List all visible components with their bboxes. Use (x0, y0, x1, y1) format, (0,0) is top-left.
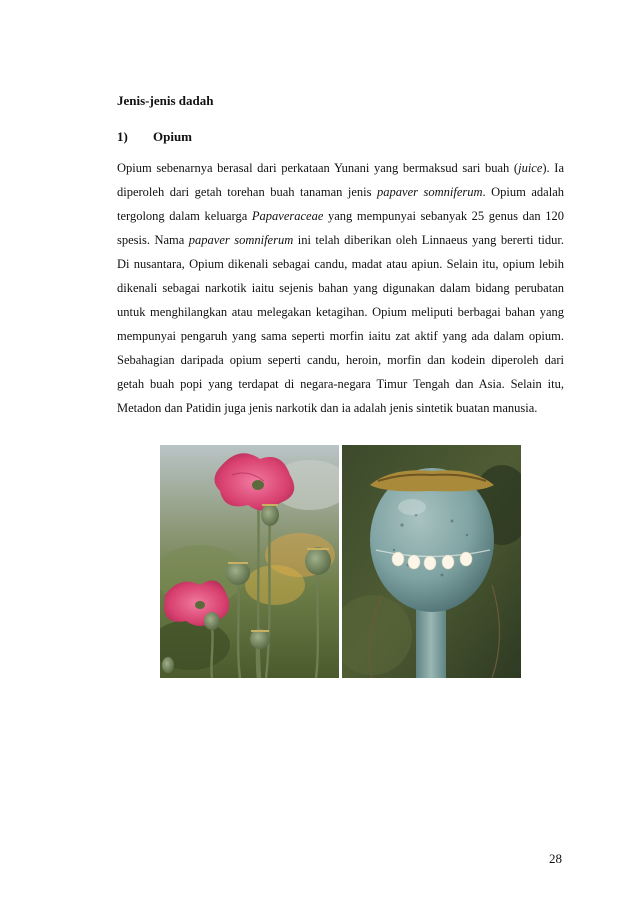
text-run: getah buah popi yang terdapat di negara-negara Timur Tengah dan Asia. Selain itu, (117, 377, 564, 391)
text-run: Sebahagian daripada opium seperti candu, heroin, morfin dan kodein diperoleh dari (117, 353, 564, 367)
opium-poppy-photo (160, 445, 521, 678)
text-run: yang mempunyai sebanyak 25 genus dan 120 (323, 209, 564, 223)
text-run: diperoleh dari getah torehan buah tanaman jenis (117, 185, 378, 199)
poppy-flowers-image (160, 445, 339, 678)
page-number: 28 (549, 851, 562, 866)
italic-term: papaver somniferum (188, 233, 294, 247)
text-run: Metadon dan Patidin juga jenis narkotik dan ia adalah jenis sintetik buatan manusia. (117, 401, 538, 415)
opium-pod-closeup-image (342, 445, 521, 678)
italic-term: Papaveraceae (251, 209, 324, 223)
text-run: untuk menghilangkan atau melegakan ketagihan. Opium meliputi berbagai bahan yang (117, 305, 564, 319)
paragraph-line (117, 156, 564, 180)
paragraph-line (117, 324, 564, 348)
subsection-heading (117, 129, 192, 145)
paragraph-line (117, 228, 564, 252)
text-run: Opium sebenarnya berasal dari perkataan Yunani yang bermaksud sari buah ( (117, 161, 519, 175)
paragraph-line (117, 252, 564, 276)
paragraph-line (117, 396, 564, 420)
text-run: . Opium adalah (482, 185, 564, 199)
section-heading: Jenis-jenis dadah (117, 93, 214, 108)
text-run: dikenali sebagai narkotik iaitu sejenis bahan yang digunakan dalam bidang perubatan (117, 281, 564, 295)
text-run: ). Ia (542, 161, 565, 175)
paragraph-line (117, 348, 564, 372)
italic-term: juice (518, 161, 543, 175)
text-run: spesis. Nama (117, 233, 189, 247)
subsection-title: Opium (153, 129, 193, 144)
text-run: Di nusantara, Opium dikenali sebagai candu, madat atau apiun. Selain itu, opium lebih (117, 257, 564, 271)
italic-term: papaver somniferum (377, 185, 483, 199)
paragraph-line (117, 372, 564, 396)
text-run: tergolong dalam keluarga (117, 209, 252, 223)
paragraph-line (117, 204, 564, 228)
paragraph-line (117, 180, 564, 204)
paragraph-line (117, 300, 564, 324)
subsection-number: 1) (117, 129, 128, 144)
text-run: ini telah diberikan oleh Linnaeus yang bererti tidur. (293, 233, 564, 247)
paragraph-line (117, 276, 564, 300)
body-paragraph (117, 156, 564, 420)
text-run: mempunyai pengaruh yang sama seperti morfin iaitu zat aktif yang ada dalam opium. (117, 329, 564, 343)
